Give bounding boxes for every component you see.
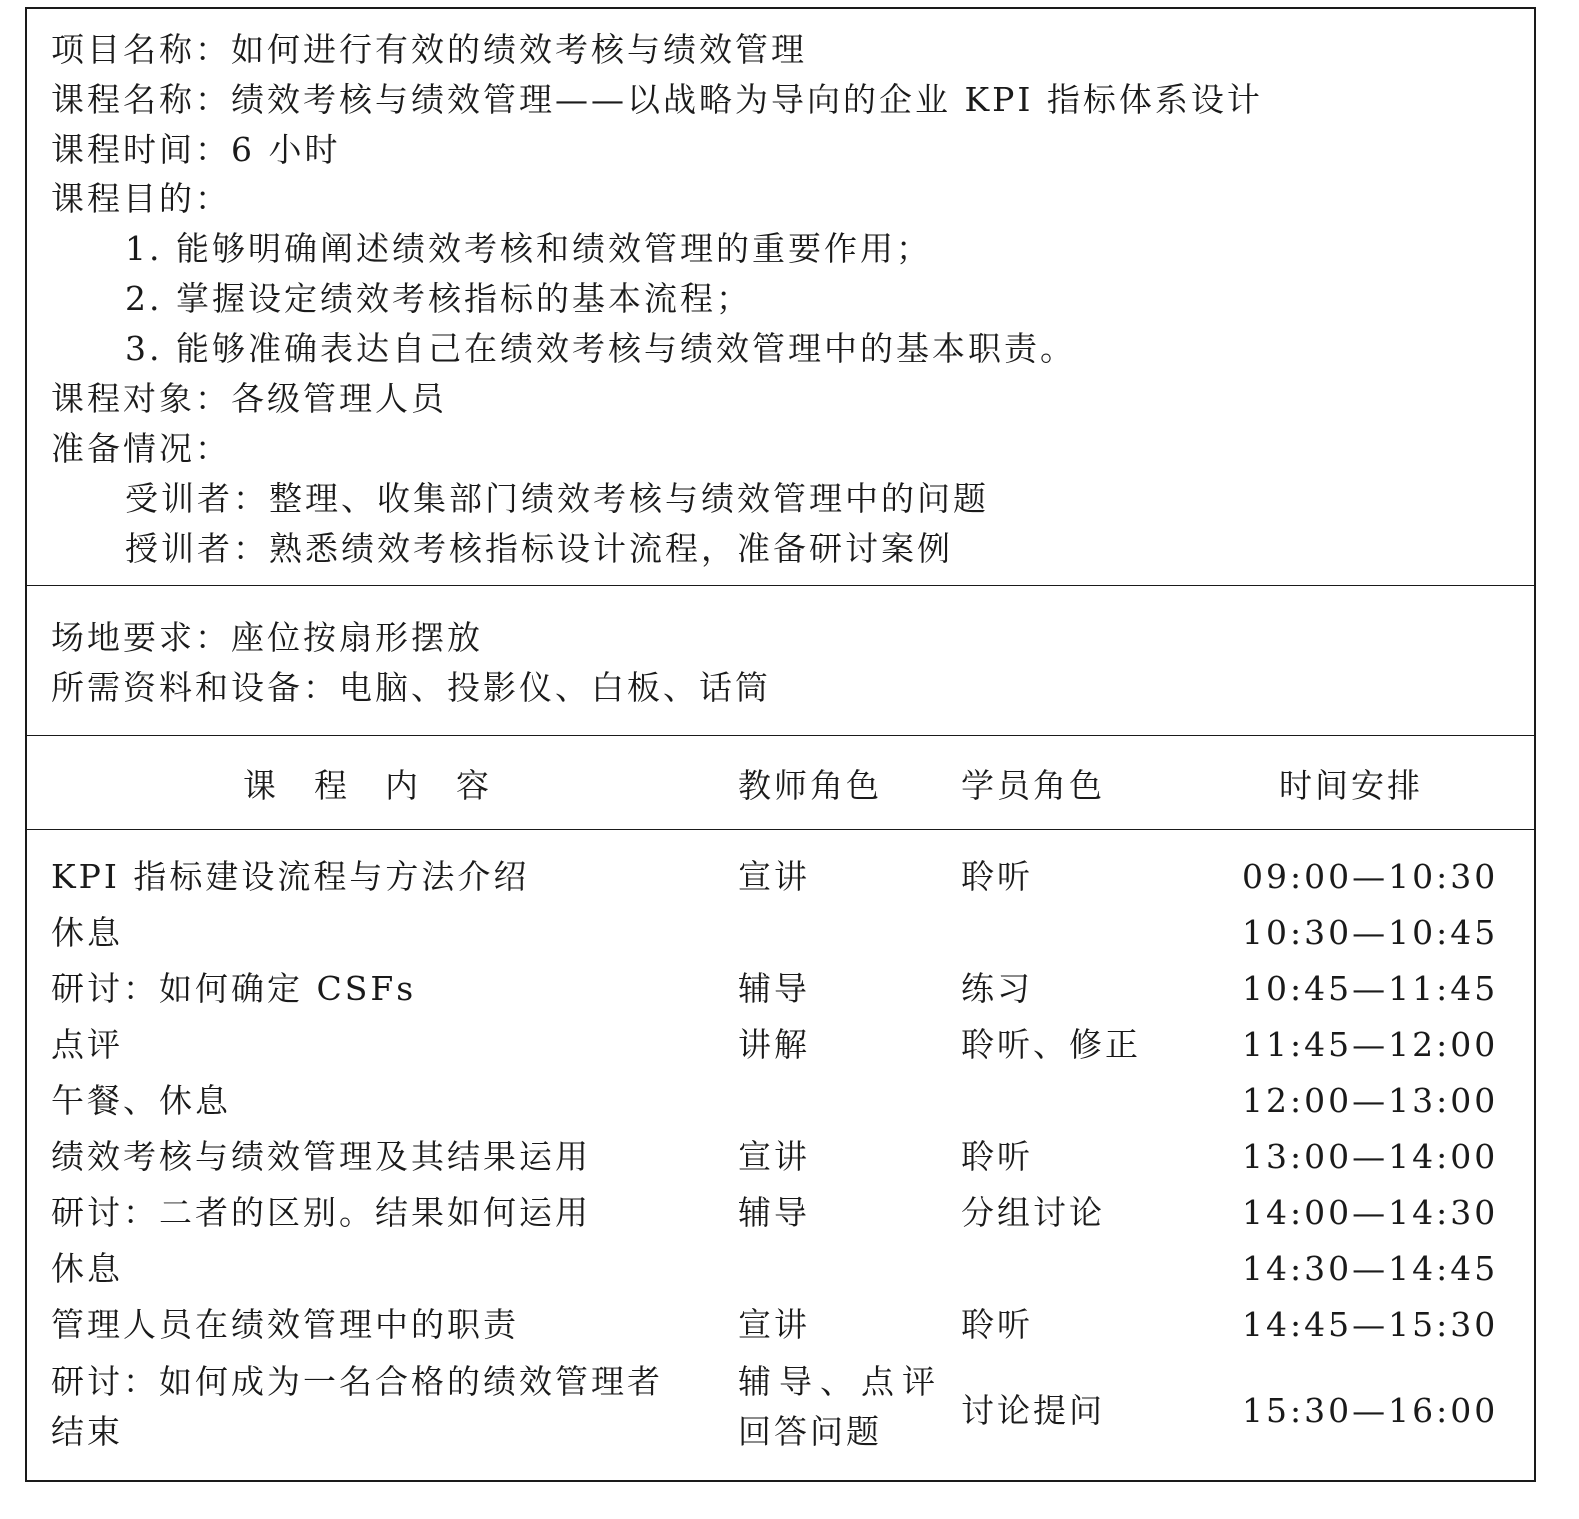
course-audience: 课程对象：各级管理人员 [51,379,447,418]
goal-item: 3. 能够准确表达自己在绩效考核与绩效管理中的基本职责。 [125,329,1076,368]
venue-equipment: 所需资料和设备：电脑、投影仪、白板、话筒 [51,668,771,707]
trainer-prep: 授训者：熟悉绩效考核指标设计流程，准备研讨案例 [125,529,953,568]
row-student-role: 聆听 [961,1137,1033,1176]
row-content: KPI 指标建设流程与方法介绍 [51,857,530,896]
header-student-role: 学员角色 [961,766,1105,805]
row-student-role: 聆听 [961,1305,1033,1344]
course-name: 课程名称：绩效考核与绩效管理——以战略为导向的企业 KPI 指标体系设计 [51,80,1263,119]
goal-item: 1. 能够明确阐述绩效考核和绩效管理的重要作用； [125,229,932,268]
row-teacher-role: 讲解 [738,1025,810,1064]
row-teacher-role: 辅导 [738,969,810,1008]
table-row [27,1017,1534,1073]
course-goal-label: 课程目的： [51,179,231,218]
row-content: 午餐、休息 [51,1081,231,1120]
row-teacher-role: 辅导 [738,1193,810,1232]
table-row [27,849,1534,905]
row-student-role: 讨论提问 [961,1391,1105,1430]
row-teacher-role: 回答问题 [738,1412,882,1451]
table-row [27,1241,1534,1297]
venue-requirement: 场地要求：座位按扇形摆放 [51,618,483,657]
header-teacher-role: 教师角色 [738,766,882,805]
row-teacher-role: 宣讲 [738,1137,810,1176]
course-plan-table [25,7,1536,1482]
row-time: 14:00—14:30 [1242,1193,1499,1232]
course-time: 课程时间：6 小时 [51,130,341,169]
trainee-prep: 受训者：整理、收集部门绩效考核与绩效管理中的问题 [125,479,989,518]
row-time: 13:00—14:00 [1242,1137,1499,1176]
table-row [27,1353,1534,1463]
row-content: 研讨：二者的区别。结果如何运用 [51,1193,591,1232]
table-row [27,1185,1534,1241]
row-student-role: 聆听 [961,857,1033,896]
table-row [27,961,1534,1017]
row-time: 10:45—11:45 [1242,969,1499,1008]
row-content: 点评 [51,1025,123,1064]
row-content: 研讨：如何确定 CSFs [51,969,417,1008]
row-content: 休息 [51,913,123,952]
row-content: 结束 [51,1412,123,1451]
table-row [27,1297,1534,1353]
row-content: 休息 [51,1249,123,1288]
row-time: 10:30—10:45 [1242,913,1499,952]
row-student-role: 分组讨论 [961,1193,1105,1232]
table-row [27,1129,1534,1185]
row-time: 11:45—12:00 [1242,1025,1499,1064]
row-teacher-role: 辅导、点评 [738,1362,943,1401]
project-name: 项目名称：如何进行有效的绩效考核与绩效管理 [51,30,807,69]
row-student-role: 聆听、修正 [961,1025,1141,1064]
divider [27,735,1534,736]
table-row [27,1073,1534,1129]
row-time: 14:45—15:30 [1242,1305,1499,1344]
row-content: 绩效考核与绩效管理及其结果运用 [51,1137,591,1176]
row-teacher-role: 宣讲 [738,857,810,896]
row-time: 09:00—10:30 [1242,857,1499,896]
goal-item: 2. 掌握设定绩效考核指标的基本流程； [125,279,752,318]
header-time: 时间安排 [1279,766,1423,805]
header-content: 课程内容 [243,766,527,805]
row-teacher-role: 宣讲 [738,1305,810,1344]
row-student-role: 练习 [961,969,1033,1008]
divider [27,585,1534,586]
row-time: 14:30—14:45 [1242,1249,1499,1288]
row-time: 15:30—16:00 [1242,1391,1499,1430]
table-row [27,905,1534,961]
row-content: 管理人员在绩效管理中的职责 [51,1305,519,1344]
row-content: 研讨：如何成为一名合格的绩效管理者 [51,1362,663,1401]
divider [27,829,1534,830]
prep-label: 准备情况： [51,429,231,468]
row-time: 12:00—13:00 [1242,1081,1499,1120]
